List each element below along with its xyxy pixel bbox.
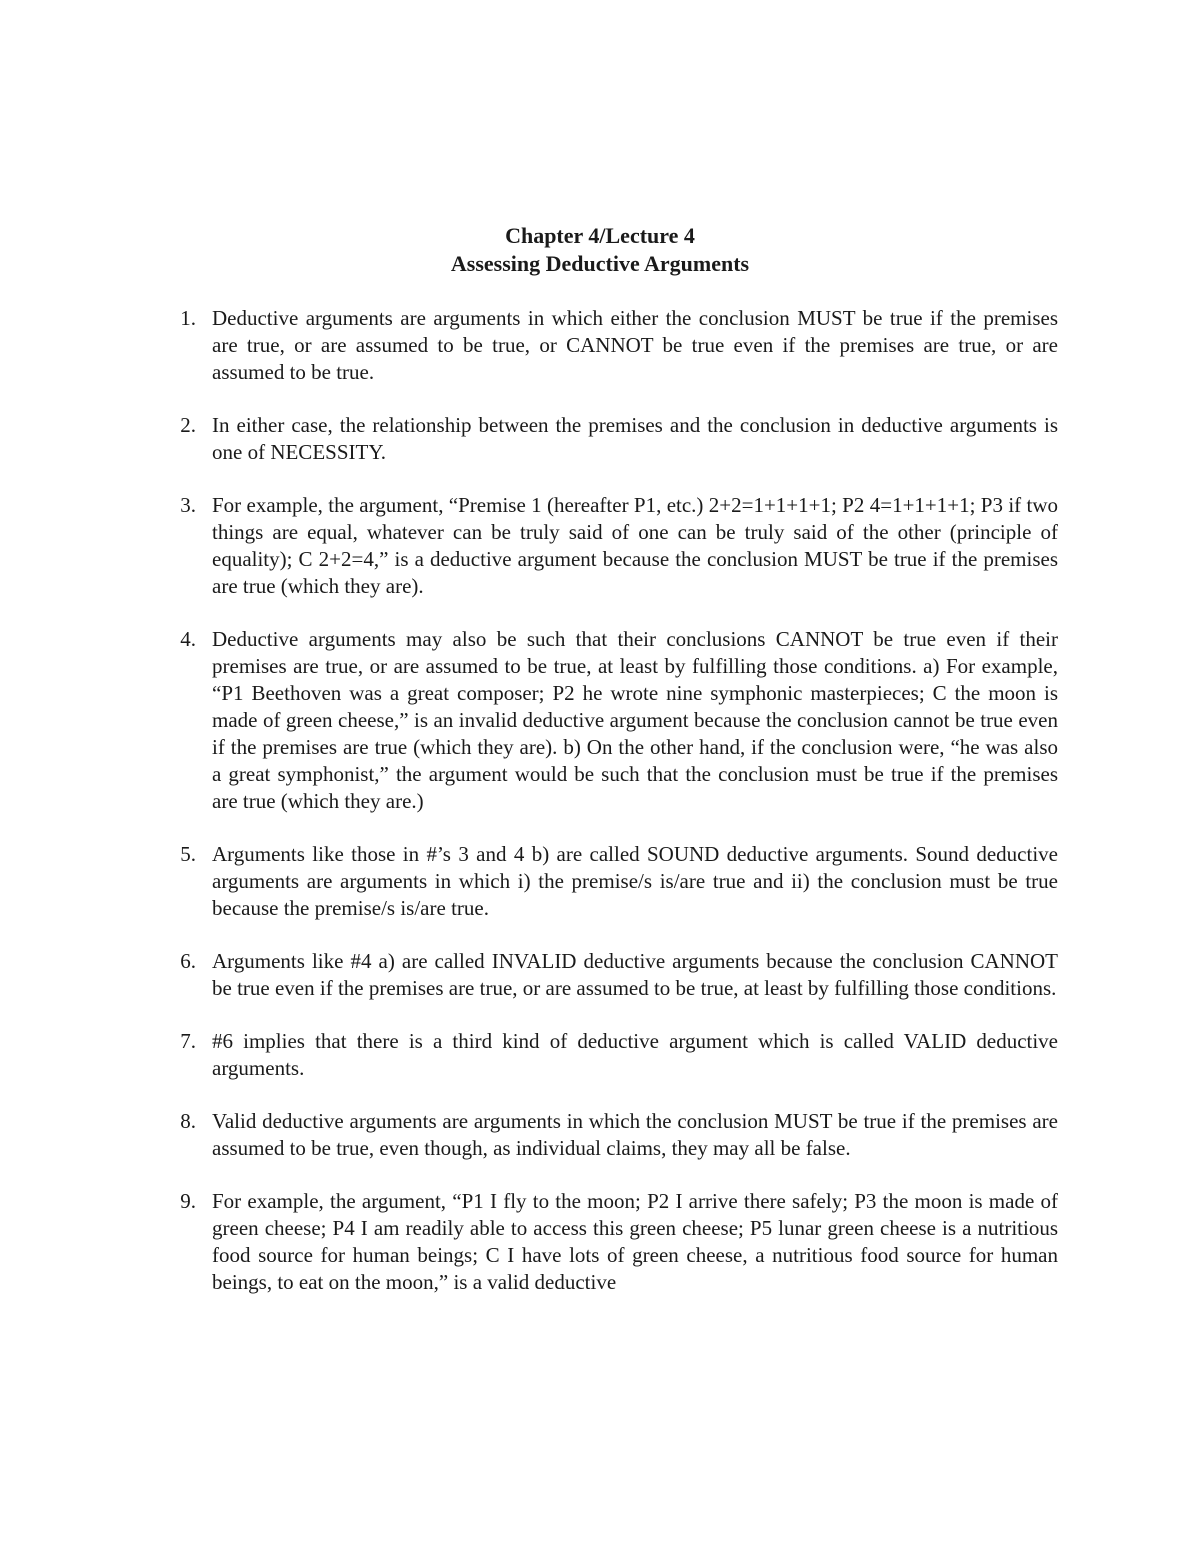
list-item-text: In either case, the relationship between the premises and the conclusion in deductive arguments is one of NECESSITY. [212,413,1058,464]
list-item-number: 4. [180,627,196,651]
list-item [172,1028,1058,1082]
list-item-number: 7. [180,1029,196,1053]
list-item-text: For example, the argument, “P1 I fly to the moon; P2 I arrive there safely; P3 the moon is made of green cheese; P4 I am readily able to access this green cheese; P5 lunar green cheese is a nutritious food source for human beings; C I have lots of green cheese, a nutritious food source for human beings, to eat on the moon,” is a valid deductive [212,1189,1058,1294]
lecture-subtitle: Assessing Deductive Arguments [450,251,750,276]
numbered-list [172,305,1058,1322]
list-item-text: Deductive arguments may also be such that their conclusions CANNOT be true even if their premises are true, or are assumed to be true, at least by fulfilling those conditions. a) For example, “P1 Beethoven was a great composer; P2 he wrote nine symphonic masterpieces; C the moon is made of green cheese,” is an invalid deductive argument because the conclusion cannot be true even if the premises are true (which they are). b) On the other hand, if the conclusion were, “he was also a great symphonist,” the argument would be such that the conclusion must be true if the premises are true (which they are.) [212,627,1058,813]
list-item-number: 6. [180,949,196,973]
list-item-number: 3. [180,493,196,517]
list-item [172,1188,1058,1296]
list-item-number: 5. [180,842,196,866]
list-item-text: #6 implies that there is a third kind of deductive argument which is called VALID deductive arguments. [212,1029,1058,1080]
chapter-title: Chapter 4/Lecture 4 [505,223,695,248]
list-item [172,492,1058,600]
list-item [172,1108,1058,1162]
list-item-text: Valid deductive arguments are arguments in which the conclusion MUST be true if the premises are assumed to be true, even though, as individual claims, they may all be false. [212,1109,1058,1160]
list-item [172,948,1058,1002]
list-item [172,626,1058,815]
list-item-text: Deductive arguments are arguments in which either the conclusion MUST be true if the premises are true, or are assumed to be true, or CANNOT be true even if the premises are true, or are assumed to be true. [212,306,1058,384]
list-item-text: Arguments like those in #’s 3 and 4 b) are called SOUND deductive arguments. Sound deductive arguments are arguments in which i) the premise/s is/are true and ii) the conclusion must be true because the premise/s is/are true. [212,842,1058,920]
list-item [172,305,1058,386]
title-block [0,222,1200,278]
list-item-text: Arguments like #4 a) are called INVALID deductive arguments because the conclusion CANNOT be true even if the premises are true, or are assumed to be true, at least by fulfilling those conditions. [212,949,1058,1000]
list-item-number: 2. [180,413,196,437]
list-item-text: For example, the argument, “Premise 1 (hereafter P1, etc.) 2+2=1+1+1+1; P2 4=1+1+1+1; P3 if two things are equal, whatever can be truly said of one can be truly said of the other (principle of equality); C 2+2=4,” is a deductive argument because the conclusion MUST be true if the premises are true (which they are). [212,493,1058,598]
list-item [172,841,1058,922]
list-item [172,412,1058,466]
list-item-number: 8. [180,1109,196,1133]
list-item-number: 9. [180,1189,196,1213]
list-item-number: 1. [180,306,196,330]
